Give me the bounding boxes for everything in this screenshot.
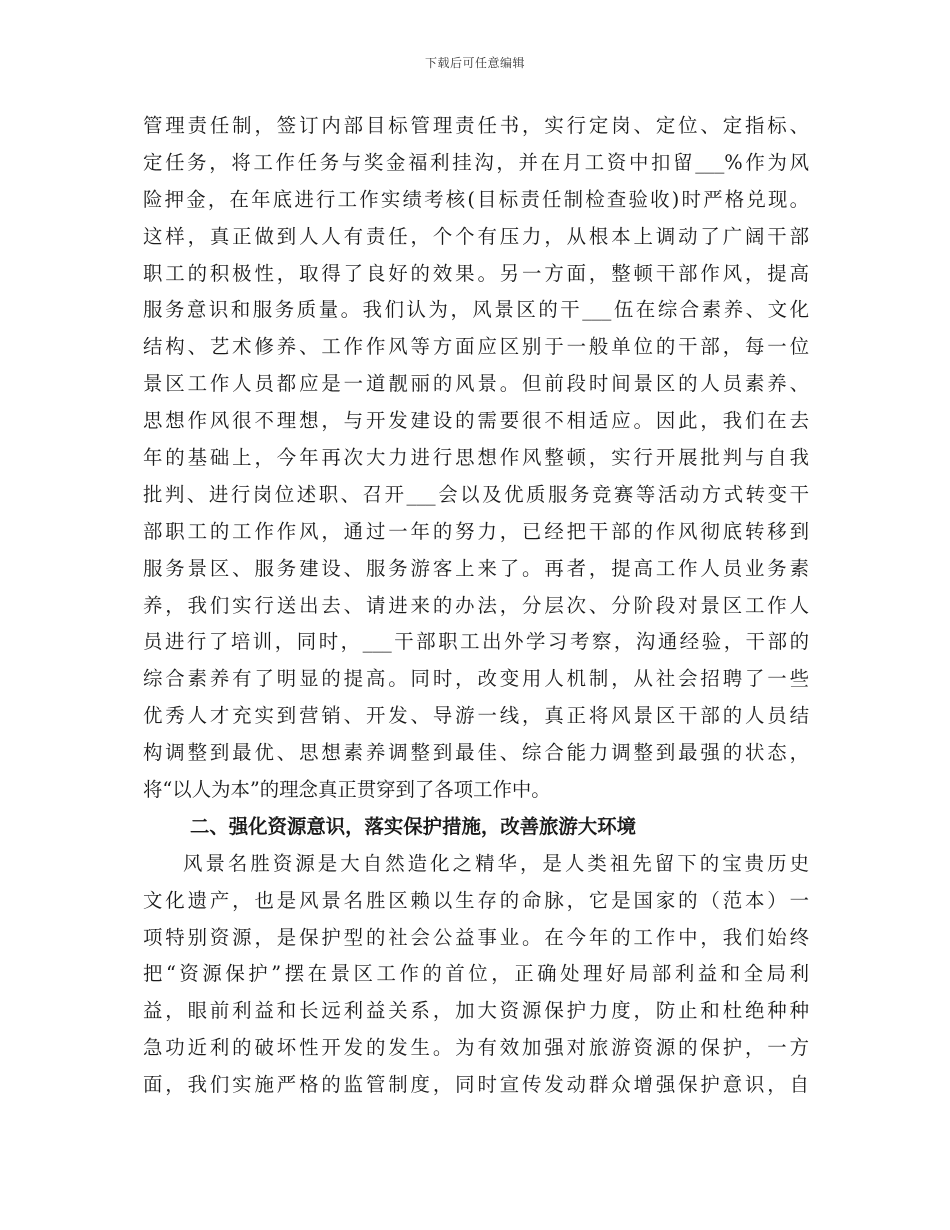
paragraph-line: 部职工的工作作风，通过一年的努力，已经把干部的作风彻底转移到 bbox=[143, 519, 809, 543]
paragraph-line: 面，我们实施严格的监管制度，同时宣传发动群众增强保护意识，自 bbox=[143, 1073, 809, 1097]
paragraph-line: 服务意识和服务质量。我们认为，风景区的干___伍在综合素养、文化 bbox=[143, 298, 809, 322]
paragraph-line: 批判、进行岗位述职、召开___会以及优质服务竞赛等活动方式转变干 bbox=[143, 482, 809, 506]
paragraph-line: 这样，真正做到人人有责任，个个有压力，从根本上调动了广阔干部 bbox=[143, 224, 809, 248]
paragraph-line: 员进行了培训，同时，___干部职工出外学习考察，沟通经验，干部的 bbox=[143, 630, 809, 654]
paragraph-line: 综合素养有了明显的提高。同时，改变用人机制，从社会招聘了一些 bbox=[143, 667, 809, 691]
paragraph-line: 风景名胜资源是大自然造化之精华，是人类祖先留下的宝贵历史 bbox=[183, 851, 809, 875]
page-header: 下载后可任意编辑 bbox=[424, 56, 525, 70]
paragraph-line: 将“以人为本”的理念真正贯穿到了各项工作中。 bbox=[143, 778, 551, 802]
paragraph-line: 思想作风很不理想，与开发建设的需要很不相适应。因此，我们在去 bbox=[143, 409, 809, 433]
paragraph-line: 构调整到最优、思想素养调整到最佳、综合能力调整到最强的状态， bbox=[143, 741, 809, 765]
paragraph-line: 险押金，在年底进行工作实绩考核(目标责任制检查验收)时严格兑现。 bbox=[143, 187, 809, 211]
document-body bbox=[143, 108, 809, 1104]
paragraph-line: 养，我们实行送出去、请进来的办法，分层次、分阶段对景区工作人 bbox=[143, 593, 809, 617]
paragraph-line: 项特别资源，是保护型的社会公益事业。在今年的工作中，我们始终 bbox=[143, 925, 809, 949]
paragraph-line: 文化遗产，也是风景名胜区赖以生存的命脉，它是国家的（范本）一 bbox=[143, 888, 809, 912]
paragraph-line: 定任务，将工作任务与奖金福利挂沟，并在月工资中扣留___%作为风 bbox=[143, 150, 809, 174]
paragraph-line: 年的基础上，今年再次大力进行思想作风整顿，实行开展批判与自我 bbox=[143, 446, 809, 470]
paragraph-line: 职工的积极性，取得了良好的效果。另一方面，整顿干部作风，提高 bbox=[143, 261, 809, 285]
paragraph-line: 把“资源保护”摆在景区工作的首位，正确处理好局部利益和全局利 bbox=[143, 962, 809, 986]
paragraph-line: 优秀人才充实到营销、开发、导游一线，真正将风景区干部的人员结 bbox=[143, 704, 809, 728]
paragraph-line: 益，眼前利益和长远利益关系，加大资源保护力度，防止和杜绝种种 bbox=[143, 999, 809, 1023]
section-heading: 二、强化资源意识，落实保护措施，改善旅游大环境 bbox=[190, 814, 636, 838]
paragraph-line: 急功近利的破坏性开发的发生。为有效加强对旅游资源的保护，一方 bbox=[143, 1036, 809, 1060]
paragraph-line: 结构、艺术修养、工作作风等方面应区别于一般单位的干部，每一位 bbox=[143, 335, 809, 359]
paragraph-line: 管理责任制，签订内部目标管理责任书，实行定岗、定位、定指标、 bbox=[143, 114, 809, 137]
paragraph-line: 服务景区、服务建设、服务游客上来了。再者，提高工作人员业务素 bbox=[143, 556, 809, 580]
paragraph-line: 景区工作人员都应是一道靓丽的风景。但前段时间景区的人员素养、 bbox=[143, 372, 809, 396]
